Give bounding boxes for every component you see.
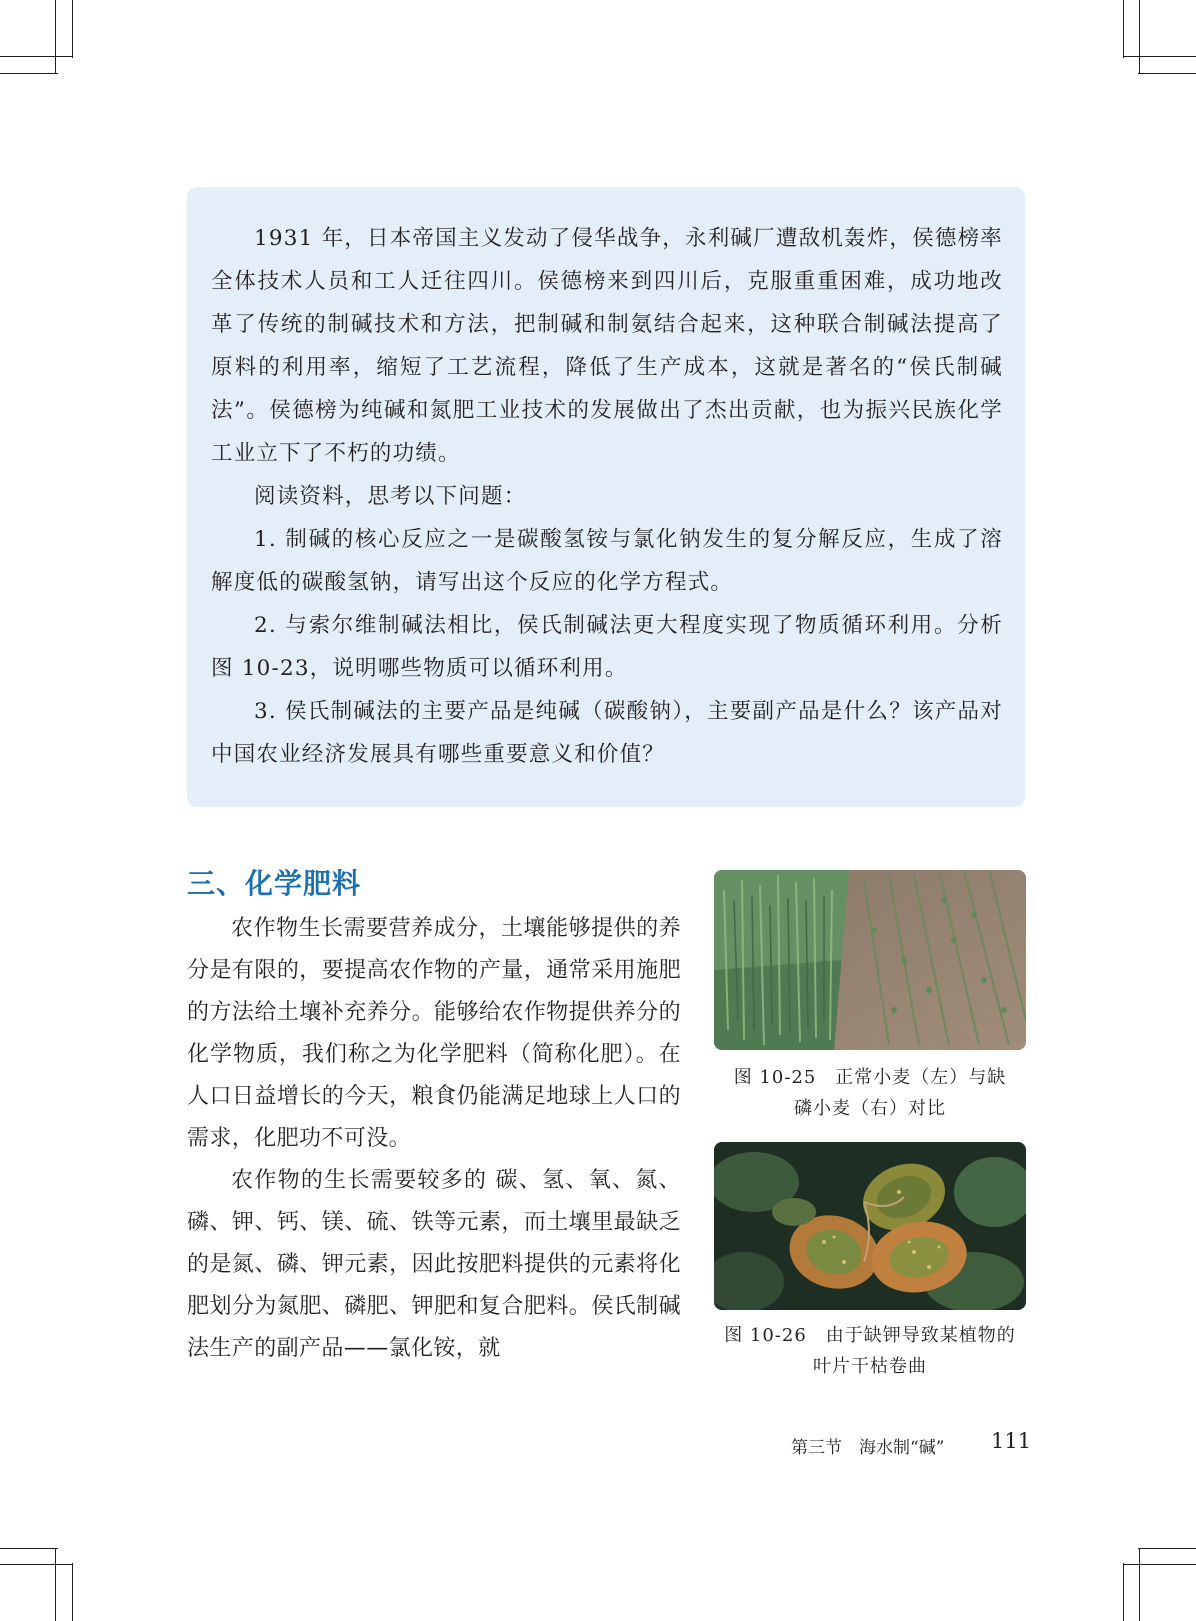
figure-caption-10-25	[714, 1062, 1026, 1124]
running-footer: 第三节 海水制“碱”	[791, 1438, 945, 1458]
body-paragraph: 农作物生长需要营养成分，土壤能够提供的养分是有限的，要提高农作物的产量，通常采用施肥的方法给土壤补充养分。能够给农作物提供养分的化学物质，我们称之为化学肥料（简称化肥）。在人口日益增长的今天，粮食仍能满足地球上人口的需求，化肥功不可没。	[187, 916, 681, 1151]
question-3: 3. 侯氏制碱法的主要产品是纯碱（碳酸钠），主要副产品是什么？该产品对中国农业经济发展具有哪些重要意义和价值？	[211, 699, 1003, 767]
figure-caption-10-26	[708, 1320, 1032, 1382]
section-heading: 三、化学肥料	[187, 867, 362, 900]
potassium-deficient-leaves-photo	[714, 1142, 1026, 1310]
question-2: 2. 与索尔维制碱法相比，侯氏制碱法更大程度实现了物质循环利用。分析图 10-23，说明哪些物质可以循环利用。	[211, 613, 1003, 681]
question-1: 1. 制碱的核心反应之一是碳酸氢铵与氯化钠发生的复分解反应，生成了溶解度低的碳酸氢钠，请写出这个反应的化学方程式。	[211, 527, 1003, 595]
body-paragraph: 农作物的生长需要较多的 碳、氢、氧、氮、磷、钾、钙、镁、硫、铁等元素，而土壤里最缺乏的是氮、磷、钾元素，因此按肥料提供的元素将化肥划分为氮肥、磷肥、钾肥和复合肥料。侯氏制碱法生产的副产品——氯化铵，就	[187, 1168, 681, 1361]
reading-prompt: 阅读资料，思考以下问题：	[254, 484, 527, 509]
reading-paragraph: 1931 年，日本帝国主义发动了侵华战争，永利碱厂遭敌机轰炸，侯德榜率全体技术人员和工人迁往四川。侯德榜来到四川后，克服重重困难，成功地改革了传统的制碱技术和方法，把制碱和制氨结合起来，这种联合制碱法提高了原料的利用率，缩短了工艺流程，降低了生产成本，这就是著名的“侯氏制碱法”。侯德榜为纯碱和氮肥工业技术的发展做出了杰出贡献，也为振兴民族化学工业立下了不朽的功绩。	[211, 226, 1003, 466]
page-number: 111	[991, 1429, 1032, 1453]
reading-box	[187, 187, 1025, 807]
wheat-comparison-photo	[714, 870, 1026, 1050]
caption-line: 磷小麦（右）对比	[794, 1098, 946, 1119]
caption-line: 叶片干枯卷曲	[813, 1356, 927, 1377]
section-body	[187, 908, 681, 1370]
caption-line: 图 10-26 由于缺钾导致某植物的	[724, 1325, 1016, 1346]
caption-line: 图 10-25 正常小麦（左）与缺	[733, 1067, 1007, 1088]
